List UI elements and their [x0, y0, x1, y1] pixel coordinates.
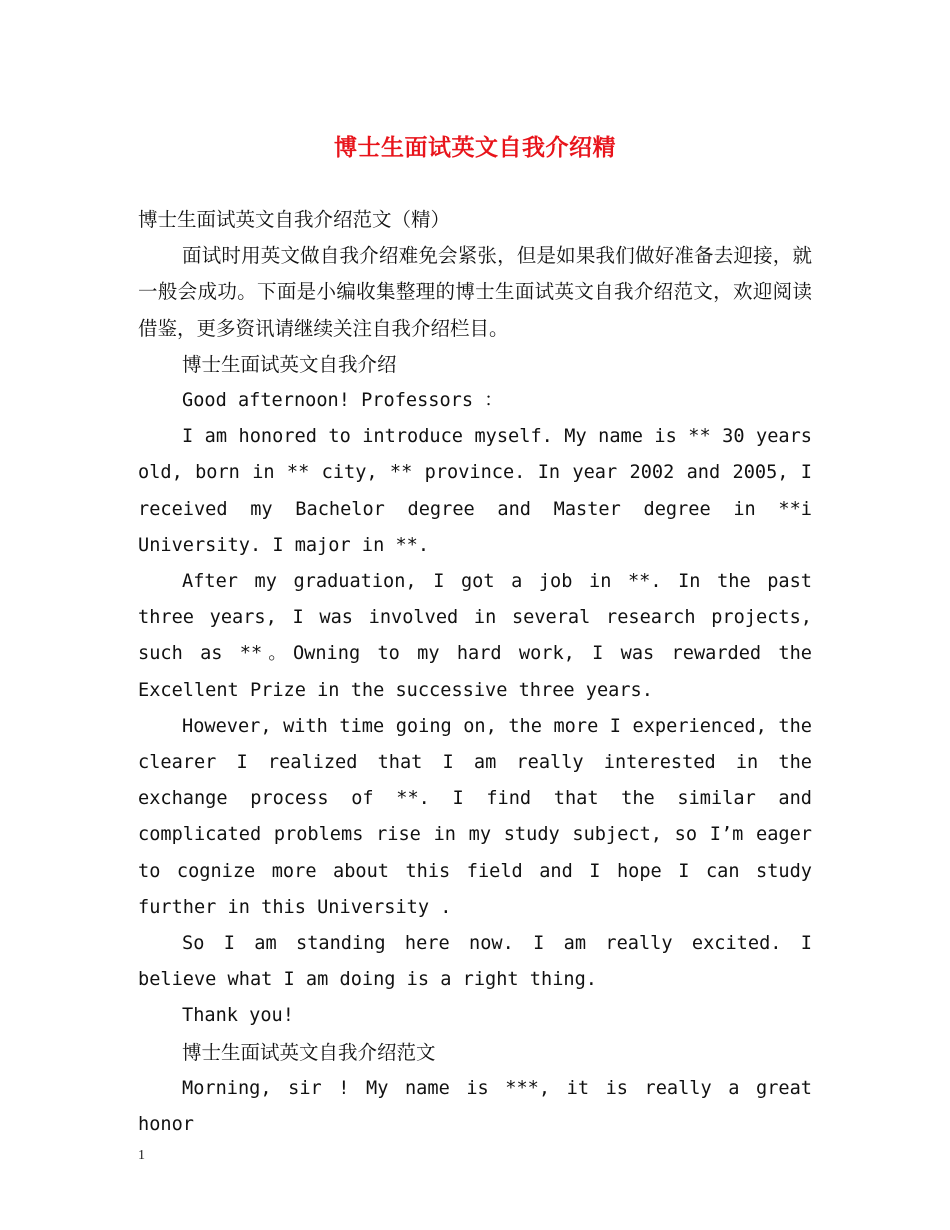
document-body: [138, 202, 812, 1143]
paragraph-intro: 面试时用英文做自我介绍难免会紧张，但是如果我们做好准备去迎接，就一般会成功。下面是小编收集整理的博士生面试英文自我介绍范文，欢迎阅读借鉴，更多资讯请继续关注自我介绍栏目。: [138, 244, 812, 340]
paragraph-subtitle: 博士生面试英文自我介绍范文（精）: [138, 208, 451, 231]
paragraph-career: After my graduation, I got a job in **. In the past three years, I was involved in several research projects, such as **。Owning to my hard work, I was rewarded the Excellent Prize in the successive three years.: [138, 571, 812, 701]
page-number: 1: [138, 1148, 145, 1163]
paragraph-greeting: Good afternoon! Professors ：: [182, 390, 503, 412]
paragraph-interest: However, with time going on, the more I experienced, the clearer I realized that I am really interested in the exchange process of **. I find that the similar and complicated problems rise in my study subject, so I’m eager to cognize more about this field and I hope I can study further in this University .: [138, 715, 812, 918]
document-title: 博士生面试英文自我介绍精: [334, 134, 616, 161]
paragraph-heading: 博士生面试英文自我介绍: [182, 352, 397, 376]
paragraph-thanks: Thank you!: [182, 1005, 294, 1027]
paragraph-heading-second: 博士生面试英文自我介绍范文: [182, 1040, 436, 1064]
paragraph-conclusion: So I am standing here now. I am really excited. I believe what I am doing is a right thing.: [138, 933, 812, 991]
paragraph-introduction: I am honored to introduce myself. My name is ** 30 years old, born in ** city, ** province. In year 2002 and 2005, I received my Bachelor degree and Master degree in **i University. I major in **.: [138, 426, 812, 556]
paragraph-morning: Morning, sir ! My name is ***, it is really a great honor: [138, 1077, 812, 1136]
